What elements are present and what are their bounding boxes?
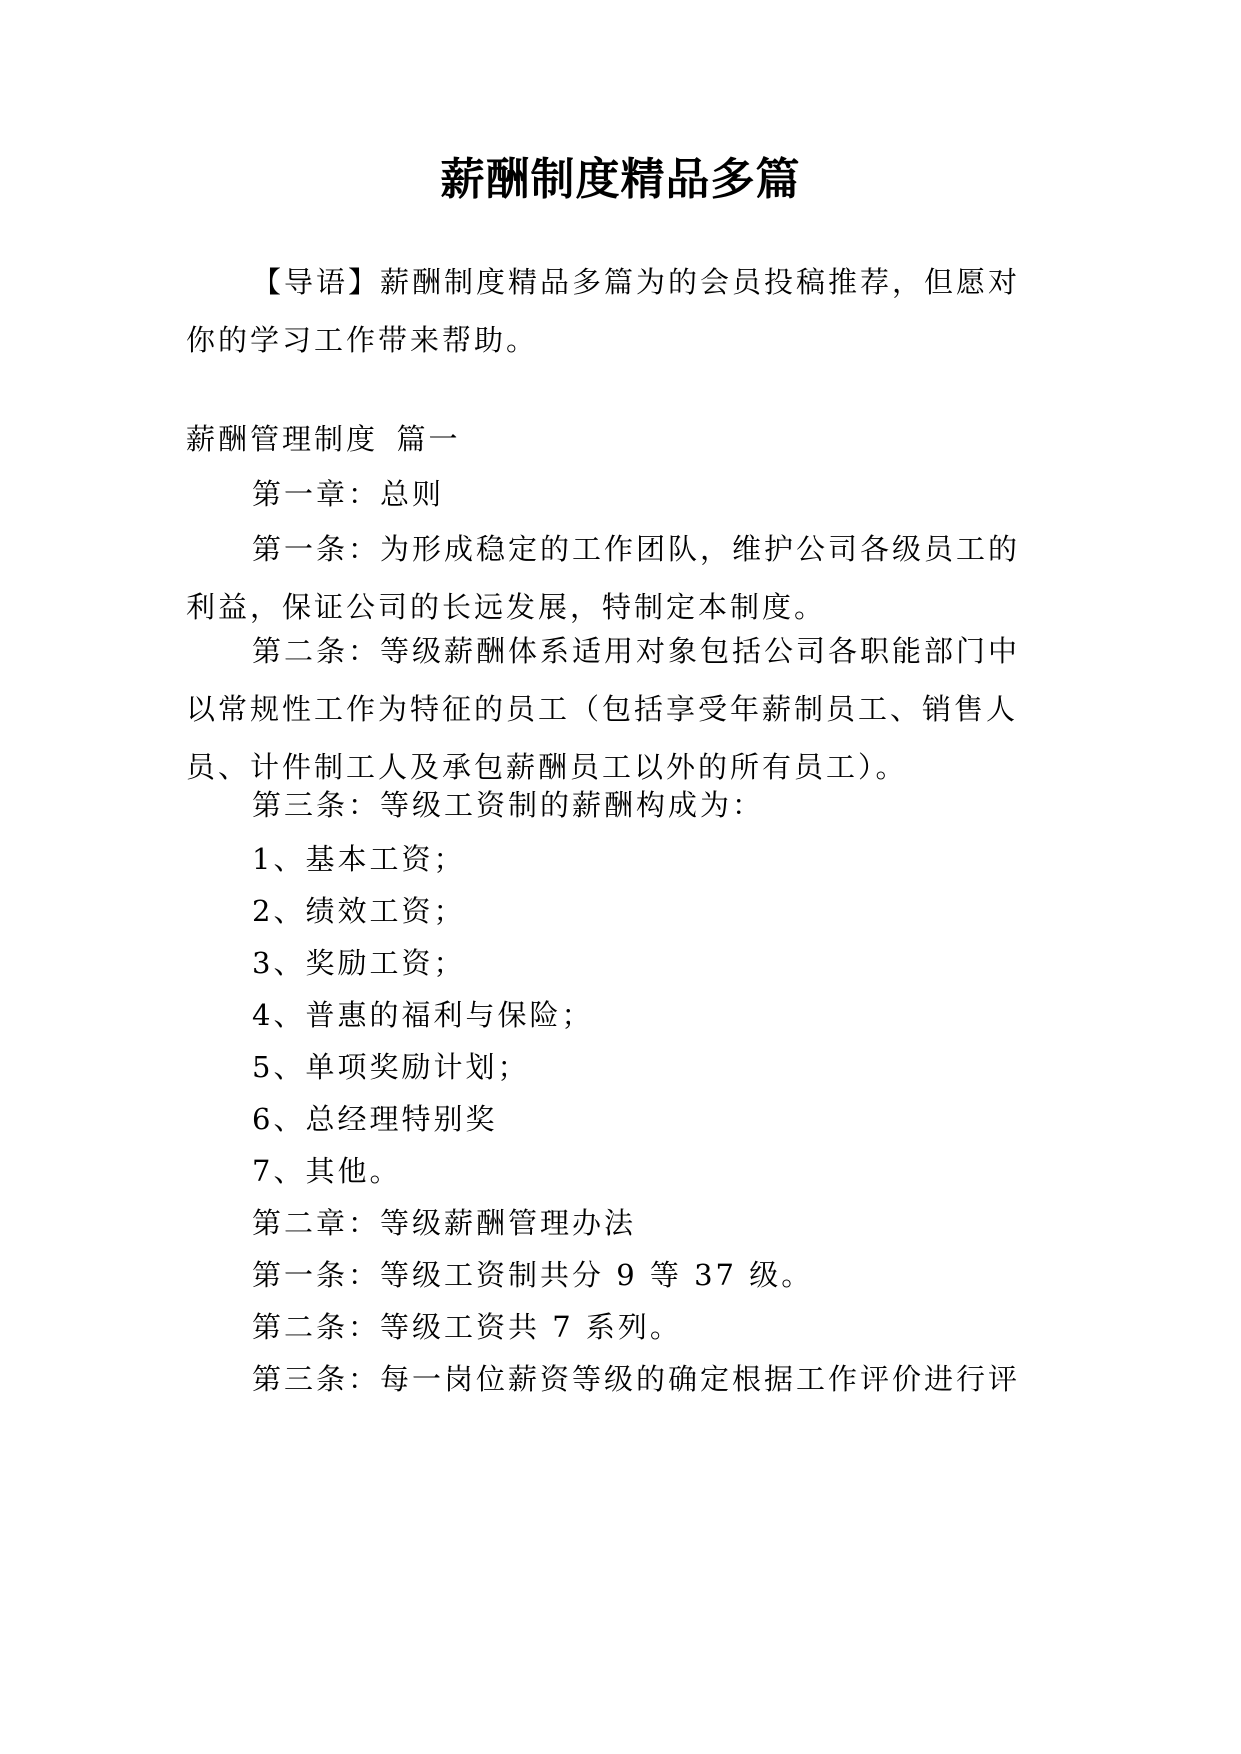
document-title: 薪酬制度精品多篇 — [440, 154, 801, 205]
article-paragraph: 第三条：每一岗位薪资等级的确定根据工作评价进行评 — [252, 1362, 1021, 1396]
section-number: 篇一 — [396, 422, 461, 456]
list-item: 7、其他。 — [252, 1154, 402, 1188]
article-line: 以常规性工作为特征的员工（包括享受年薪制员工、销售人 — [186, 692, 1019, 726]
list-item: 3、奖励工资； — [252, 946, 466, 980]
chapter-heading: 第二章：等级薪酬管理办法 — [252, 1206, 637, 1240]
list-item: 5、单项奖励计划； — [252, 1050, 530, 1084]
list-item: 2、绩效工资； — [252, 894, 466, 928]
article-paragraph — [186, 520, 1046, 636]
article-line: 第二条：等级薪酬体系适用对象包括公司各职能部门中 — [252, 634, 1021, 668]
section-heading — [186, 410, 460, 468]
section-title: 薪酬管理制度 — [186, 422, 379, 456]
article-line: 员、计件制工人及承包薪酬员工以外的所有员工）。 — [186, 750, 908, 784]
article-line: 第一条：为形成稳定的工作团队，维护公司各级员工的 — [252, 532, 1021, 566]
article-line: 利益，保证公司的长远发展，特制定本制度。 — [186, 590, 827, 624]
list-item: 6、总经理特别奖 — [252, 1102, 498, 1136]
intro-paragraph — [186, 253, 1046, 369]
list-item: 4、普惠的福利与保险； — [252, 998, 594, 1032]
article-paragraph — [186, 622, 1046, 796]
intro-line: 你的学习工作带来帮助。 — [186, 323, 539, 357]
article-paragraph: 第三条：等级工资制的薪酬构成为： — [252, 788, 765, 822]
list-item: 1、基本工资； — [252, 842, 466, 876]
chapter-heading: 第一章：总则 — [252, 477, 445, 511]
article-paragraph: 第二条：等级工资共 7 系列。 — [252, 1310, 682, 1344]
article-paragraph: 第一条：等级工资制共分 9 等 37 级。 — [252, 1258, 814, 1292]
intro-line: 【导语】薪酬制度精品多篇为的会员投稿推荐，但愿对 — [252, 265, 1021, 299]
